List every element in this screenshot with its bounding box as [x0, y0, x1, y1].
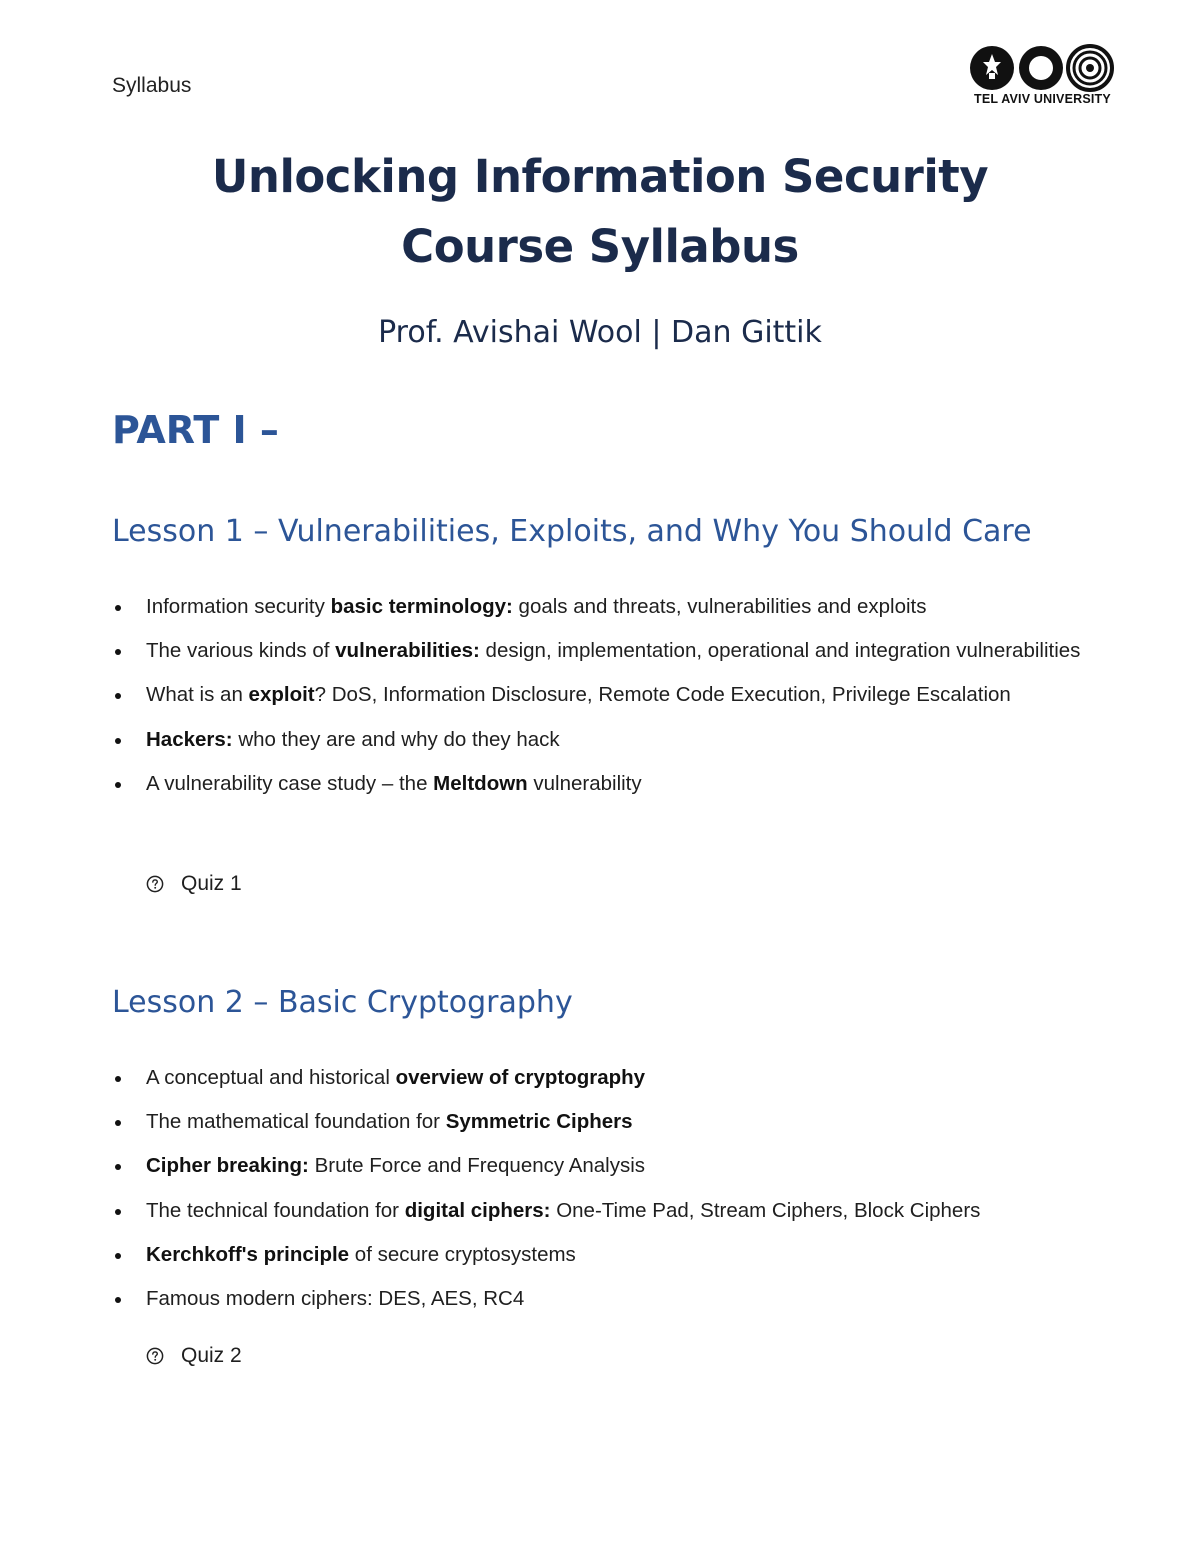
topic-text: A vulnerability case study – the	[146, 771, 434, 795]
topic-text: The various kinds of	[146, 639, 336, 663]
topic-text: The mathematical foundation for	[146, 1110, 446, 1134]
topic-item	[112, 1144, 1102, 1188]
topic-text: Information security	[146, 595, 331, 618]
lesson-2-heading: Lesson 2 – Basic Cryptography	[112, 985, 573, 1020]
topic-keyword: Cipher breaking:	[146, 1154, 309, 1178]
document-subtitle: Course Syllabus	[401, 220, 799, 273]
lesson-1-topics	[112, 585, 1102, 806]
topic-keyword: Symmetric Ciphers	[445, 1110, 633, 1134]
question-circle-icon	[146, 875, 164, 893]
topic-keyword: Meltdown	[433, 771, 528, 795]
topic-keyword: Kerchkoff's principle	[146, 1242, 350, 1266]
topic-text: One-Time Pad, Stream Ciphers, Block Ciphers	[550, 1198, 981, 1222]
page-header-label: Syllabus	[112, 74, 192, 97]
topic-keyword: Hackers:	[146, 727, 233, 751]
lesson-2-topics	[112, 1056, 1102, 1321]
topic-text: goals and threats, vulnerabilities and exploits	[512, 595, 927, 618]
topic-text: who they are and why do they hack	[232, 727, 560, 751]
topic-text: design, implementation, operational and integration vulnerabilities	[479, 639, 1081, 663]
question-circle-icon	[146, 1347, 164, 1365]
topic-keyword: digital ciphers:	[404, 1198, 551, 1222]
topic-item	[112, 718, 1102, 762]
topic-item	[112, 1189, 1102, 1233]
logo-text: TEL AVIV UNIVERSITY	[974, 92, 1111, 106]
quiz-1-label: Quiz 1	[181, 872, 242, 895]
topic-item	[112, 1277, 1102, 1321]
document-title: Unlocking Information Security	[211, 150, 989, 203]
topic-text: vulnerability	[527, 771, 642, 795]
topic-keyword: exploit	[248, 683, 315, 707]
topic-keyword: basic terminology:	[330, 595, 513, 618]
topic-keyword: vulnerabilities:	[335, 639, 480, 663]
tel-aviv-university-logo-icon	[966, 42, 1116, 92]
quiz-1-link[interactable]	[146, 872, 242, 896]
topic-text: of secure cryptosystems	[349, 1242, 576, 1266]
lesson-1-heading: Lesson 1 – Vulnerabilities, Exploits, and Why You Should Care	[112, 514, 1032, 549]
quiz-2-label: Quiz 2	[181, 1344, 242, 1367]
topic-item	[112, 762, 1102, 806]
topic-item	[112, 1100, 1102, 1144]
topic-item	[112, 585, 1102, 629]
university-logo	[966, 42, 1116, 110]
topic-item	[112, 673, 1102, 717]
topic-item	[112, 1056, 1102, 1100]
topic-text: A conceptual and historical	[146, 1066, 396, 1089]
topic-text: The technical foundation for	[146, 1198, 405, 1222]
topic-text: Famous modern ciphers: DES, AES, RC4	[146, 1287, 525, 1311]
authors: Prof. Avishai Wool | Dan Gittik	[378, 315, 822, 350]
topic-item	[112, 1233, 1102, 1277]
topic-keyword: overview of cryptography	[395, 1066, 646, 1089]
part-heading: PART I –	[112, 408, 279, 452]
quiz-2-link[interactable]	[146, 1344, 242, 1368]
topic-text: What is an	[146, 683, 249, 707]
topic-item	[112, 629, 1102, 673]
topic-text: Brute Force and Frequency Analysis	[308, 1154, 646, 1178]
topic-text: ? DoS, Information Disclosure, Remote Code Execution, Privilege Escalation	[314, 683, 1011, 707]
